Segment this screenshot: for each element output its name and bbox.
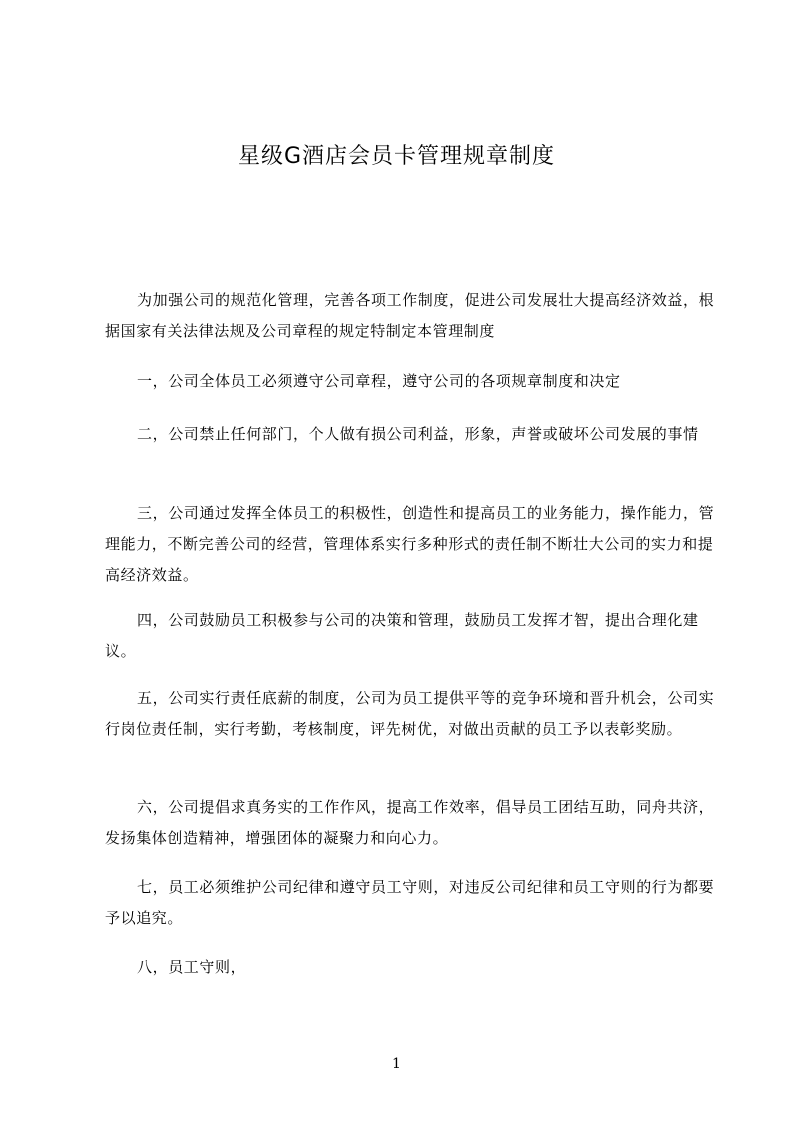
clause-8-paragraph: 八，员工守则，: [137, 958, 247, 976]
page-number: 1: [392, 1056, 401, 1072]
clause-1-paragraph: 一，公司全体员工必须遵守公司章程，遵守公司的各项规章制度和决定: [137, 372, 621, 390]
clause-3-paragraph: 三，公司通过发挥全体员工的积极性，创造性和提高员工的业务能力，操作能力，管理能力，不断完善公司的经营，管理体系实行多种形式的责任制不断壮大公司的实力和提高经济效益。: [105, 504, 715, 584]
intro-paragraph: 为加强公司的规范化管理，完善各项工作制度，促进公司发展壮大提高经济效益，根据国家有关法律法规及公司章程的规定特制定本管理制度: [105, 291, 715, 340]
clause-2-paragraph: 二，公司禁止任何部门，个人做有损公司利益，形象，声誉或破坏公司发展的事情: [137, 425, 699, 443]
document-title: 星级G酒店会员卡管理规章制度: [237, 144, 556, 169]
clause-7-paragraph: 七，员工必须维护公司纪律和遵守员工守则，对违反公司纪律和员工守则的行为都要予以追究。: [105, 878, 715, 927]
clause-5-paragraph: 五，公司实行责任底薪的制度，公司为员工提供平等的竞争环境和晋升机会，公司实行岗位责任制，实行考勤，考核制度，评先树优，对做出贡献的员工予以表彰奖励。: [105, 689, 715, 738]
clause-4-paragraph: 四，公司鼓励员工积极参与公司的决策和管理，鼓励员工发挥才智，提出合理化建议。: [105, 611, 699, 660]
clause-6-paragraph: 六，公司提倡求真务实的工作作风，提高工作效率，倡导员工团结互助，同舟共济，发扬集体创造精神，增强团体的凝聚力和向心力。: [105, 798, 715, 847]
